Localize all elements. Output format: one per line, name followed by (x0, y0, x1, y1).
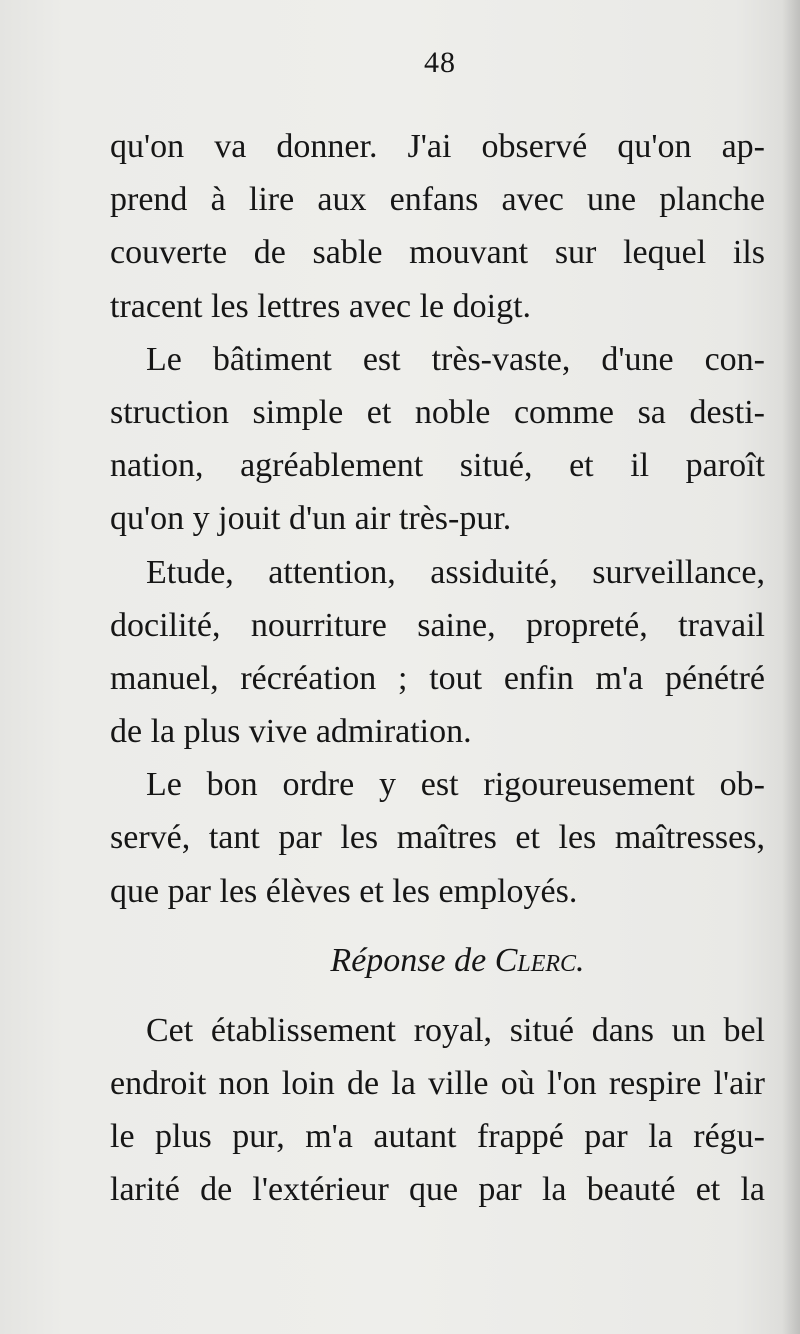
text-line: Etude, attention, assiduité, surveillance, (146, 553, 765, 591)
page-edge-shadow (782, 0, 800, 1334)
section-heading (110, 918, 765, 1004)
text-line: Le bon ordre y est rigoureusement ob- (146, 766, 765, 804)
text-line: le plus pur, m'a autant frappé par la régu- (110, 1118, 765, 1156)
text-line: que par les élèves et les employés. (110, 872, 578, 910)
text-line: servé, tant par les maîtres et les maîtresses, (110, 819, 765, 857)
text-line: Cet établissement royal, situé dans un bel (146, 1011, 765, 1049)
text-line: docilité, nourriture saine, propreté, travail (110, 606, 765, 644)
text-line: couverte de sable mouvant sur lequel ils (110, 234, 765, 272)
text-line: manuel, récréation ; tout enfin m'a pénétré (110, 659, 765, 697)
text-line: endroit non loin de la ville où l'on respire l'air (110, 1065, 765, 1102)
page-number: 48 (424, 46, 456, 79)
text-line: tracent les lettres avec le doigt. (110, 287, 532, 325)
text-line: struction simple et noble comme sa desti- (110, 393, 765, 431)
text-line: larité de l'extérieur que par la beauté et la (110, 1171, 765, 1209)
text-line: nation, agréablement situé, et il paroît (110, 447, 765, 485)
heading-prefix: Réponse de (330, 941, 495, 979)
text-line: Le bâtiment est très-vaste, d'une con- (146, 340, 765, 378)
text-line: qu'on y jouit d'un air très-pur. (110, 500, 512, 538)
text-line: de la plus vive admiration. (110, 713, 472, 751)
text-line: prend à lire aux enfans avec une planche (110, 181, 765, 219)
heading-name: Clerc. (494, 941, 585, 979)
body-text (110, 120, 765, 1217)
text-line: qu'on va donner. J'ai observé qu'on ap- (110, 128, 765, 165)
